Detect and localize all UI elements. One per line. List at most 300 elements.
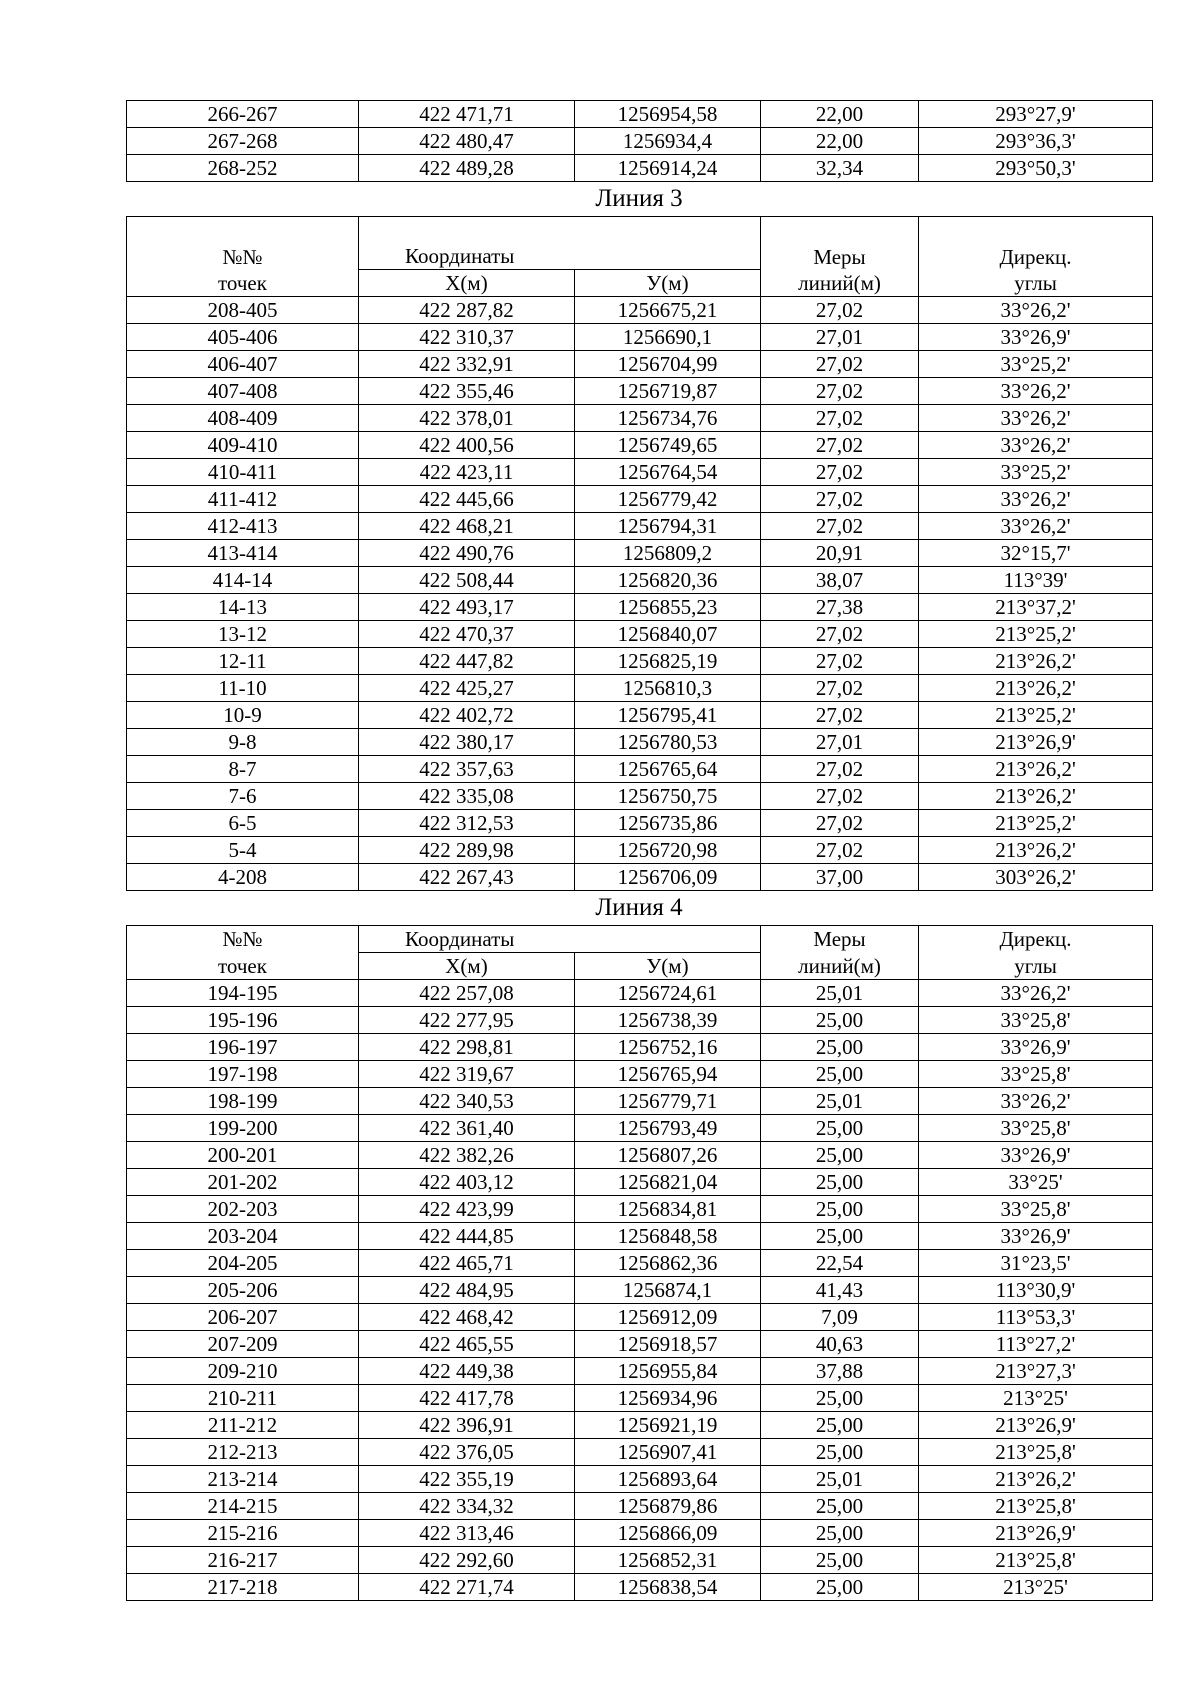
table-row: [127, 405, 1153, 432]
cell-x: 422 361,40: [359, 1115, 575, 1142]
cell-y: 1256852,31: [575, 1547, 761, 1574]
table-row: [127, 1304, 1153, 1331]
cell-x: 422 445,66: [359, 486, 575, 513]
cell-points: 203-204: [127, 1223, 359, 1250]
table-row: [127, 324, 1153, 351]
line3-table-body: [127, 297, 1153, 891]
cell-length: 27,02: [761, 783, 919, 810]
cell-angle: 213°37,2': [919, 594, 1153, 621]
cell-angle: 213°25,2': [919, 702, 1153, 729]
cell-angle: 213°26,2': [919, 756, 1153, 783]
cell-points: 412-413: [127, 513, 359, 540]
cell-x: 422 335,08: [359, 783, 575, 810]
header-x: X(м): [359, 953, 575, 980]
table-row: [127, 432, 1153, 459]
cell-length: 7,09: [761, 1304, 919, 1331]
cell-points: 413-414: [127, 540, 359, 567]
table-row: [127, 459, 1153, 486]
cell-y: 1256820,36: [575, 567, 761, 594]
table-row: [127, 756, 1153, 783]
cell-angle: 32°15,7': [919, 540, 1153, 567]
cell-y: 1256749,65: [575, 432, 761, 459]
cell-points: 208-405: [127, 297, 359, 324]
cell-y: 1256765,64: [575, 756, 761, 783]
table-row: [127, 702, 1153, 729]
cell-y: 1256934,96: [575, 1385, 761, 1412]
header-angle-bottom: углы: [919, 953, 1153, 980]
cell-x: 422 493,17: [359, 594, 575, 621]
cell-y: 1256907,41: [575, 1439, 761, 1466]
cell-points: 9-8: [127, 729, 359, 756]
cell-x: 422 447,82: [359, 648, 575, 675]
cell-length: 27,02: [761, 756, 919, 783]
cell-points: 205-206: [127, 1277, 359, 1304]
cell-angle: 213°25,8': [919, 1547, 1153, 1574]
cell-y: 1256752,16: [575, 1034, 761, 1061]
cell-angle: 33°26,2': [919, 297, 1153, 324]
cell-x: 422 465,55: [359, 1331, 575, 1358]
document-page: [126, 100, 1152, 1601]
header-y: У(м): [575, 270, 761, 297]
cell-y: 1256921,19: [575, 1412, 761, 1439]
table-row: [127, 1385, 1153, 1412]
cell-points: 12-11: [127, 648, 359, 675]
cell-length: 27,02: [761, 810, 919, 837]
cell-y: 1256738,39: [575, 1007, 761, 1034]
cell-angle: 213°25,8': [919, 1493, 1153, 1520]
cell-length: 27,02: [761, 702, 919, 729]
cell-y: 1256934,4: [575, 128, 761, 155]
cell-length: 25,00: [761, 1169, 919, 1196]
table-row: [127, 837, 1153, 864]
cell-length: 27,02: [761, 648, 919, 675]
cell-y: 1256809,2: [575, 540, 761, 567]
cell-angle: 213°25,2': [919, 810, 1153, 837]
header-length-top: Меры: [761, 926, 919, 953]
cell-y: 1256879,86: [575, 1493, 761, 1520]
cell-length: 25,00: [761, 1385, 919, 1412]
cell-points: 8-7: [127, 756, 359, 783]
cell-length: 25,00: [761, 1007, 919, 1034]
cell-length: 25,00: [761, 1196, 919, 1223]
cell-length: 27,02: [761, 378, 919, 405]
cell-length: 27,02: [761, 405, 919, 432]
cell-y: 1256795,41: [575, 702, 761, 729]
cell-angle: 113°27,2': [919, 1331, 1153, 1358]
cell-length: 25,00: [761, 1034, 919, 1061]
cell-points: 200-201: [127, 1142, 359, 1169]
header-angle-top: Дирекц.: [919, 217, 1153, 270]
line4-table-body: [127, 980, 1153, 1601]
cell-angle: 33°25,8': [919, 1007, 1153, 1034]
cell-length: 22,54: [761, 1250, 919, 1277]
table-row: [127, 1034, 1153, 1061]
cell-length: 40,63: [761, 1331, 919, 1358]
cell-points: 213-214: [127, 1466, 359, 1493]
line4-table: [126, 925, 1153, 1601]
cell-y: 1256914,24: [575, 155, 761, 182]
cell-x: 422 257,08: [359, 980, 575, 1007]
cell-points: 14-13: [127, 594, 359, 621]
cell-y: 1256825,19: [575, 648, 761, 675]
cell-x: 422 468,21: [359, 513, 575, 540]
header-coords: Координаты: [359, 926, 761, 953]
cell-y: 1256793,49: [575, 1115, 761, 1142]
cell-x: 422 402,72: [359, 702, 575, 729]
table-row: [127, 567, 1153, 594]
header-y: У(м): [575, 953, 761, 980]
cell-y: 1256862,36: [575, 1250, 761, 1277]
cell-points: 210-211: [127, 1385, 359, 1412]
table-row: [127, 378, 1153, 405]
cell-x: 422 312,53: [359, 810, 575, 837]
cell-angle: 213°25,8': [919, 1439, 1153, 1466]
header-angle-bottom: углы: [919, 270, 1153, 297]
cell-points: 408-409: [127, 405, 359, 432]
cell-y: 1256834,81: [575, 1196, 761, 1223]
cell-angle: 33°26,2': [919, 432, 1153, 459]
cell-angle: 33°25,8': [919, 1196, 1153, 1223]
cell-length: 25,00: [761, 1547, 919, 1574]
cell-x: 422 378,01: [359, 405, 575, 432]
cell-angle: 33°26,2': [919, 486, 1153, 513]
cell-length: 25,00: [761, 1493, 919, 1520]
cell-length: 38,07: [761, 567, 919, 594]
header-x: X(м): [359, 270, 575, 297]
cell-points: 407-408: [127, 378, 359, 405]
cell-points: 267-268: [127, 128, 359, 155]
line3-table: [126, 216, 1153, 891]
cell-y: 1256807,26: [575, 1142, 761, 1169]
cell-x: 422 403,12: [359, 1169, 575, 1196]
cell-angle: 213°25,2': [919, 621, 1153, 648]
cell-angle: 33°25,2': [919, 351, 1153, 378]
cell-length: 27,02: [761, 351, 919, 378]
cell-y: 1256764,54: [575, 459, 761, 486]
cell-angle: 31°23,5': [919, 1250, 1153, 1277]
cell-points: 194-195: [127, 980, 359, 1007]
cell-points: 215-216: [127, 1520, 359, 1547]
table-row: [127, 1331, 1153, 1358]
cell-x: 422 340,53: [359, 1088, 575, 1115]
cell-angle: 213°26,9': [919, 1412, 1153, 1439]
cell-points: 7-6: [127, 783, 359, 810]
table-row: [127, 1196, 1153, 1223]
table-row: [127, 155, 1153, 182]
cell-length: 25,01: [761, 980, 919, 1007]
table-row: [127, 1520, 1153, 1547]
cell-length: 22,00: [761, 128, 919, 155]
table-row: [127, 1061, 1153, 1088]
cell-x: 422 310,37: [359, 324, 575, 351]
cell-points: 5-4: [127, 837, 359, 864]
cell-length: 25,00: [761, 1520, 919, 1547]
header-points-top: №№: [127, 926, 359, 953]
table-row: [127, 621, 1153, 648]
cell-x: 422 357,63: [359, 756, 575, 783]
cell-points: 201-202: [127, 1169, 359, 1196]
cell-points: 198-199: [127, 1088, 359, 1115]
header-length-bottom: линий(м): [761, 953, 919, 980]
cell-y: 1256855,23: [575, 594, 761, 621]
cell-x: 422 423,99: [359, 1196, 575, 1223]
cell-angle: 113°39': [919, 567, 1153, 594]
header-coords: Координаты: [359, 217, 761, 270]
table-row: [127, 540, 1153, 567]
table-row: [127, 648, 1153, 675]
cell-points: 195-196: [127, 1007, 359, 1034]
cell-angle: 33°26,2': [919, 378, 1153, 405]
cell-angle: 213°26,2': [919, 1466, 1153, 1493]
cell-angle: 213°26,2': [919, 783, 1153, 810]
table-row: [127, 513, 1153, 540]
cell-x: 422 480,47: [359, 128, 575, 155]
cell-length: 25,01: [761, 1466, 919, 1493]
cell-points: 211-212: [127, 1412, 359, 1439]
cell-angle: 293°50,3': [919, 155, 1153, 182]
cell-x: 422 425,27: [359, 675, 575, 702]
cell-x: 422 423,11: [359, 459, 575, 486]
cell-length: 27,02: [761, 837, 919, 864]
table-row: [127, 1007, 1153, 1034]
cell-angle: 213°26,9': [919, 1520, 1153, 1547]
cell-angle: 213°26,9': [919, 729, 1153, 756]
cell-x: 422 292,60: [359, 1547, 575, 1574]
cell-angle: 113°53,3': [919, 1304, 1153, 1331]
cell-x: 422 355,46: [359, 378, 575, 405]
cell-x: 422 267,43: [359, 864, 575, 891]
line4-title: Линия 4: [595, 894, 683, 921]
cell-x: 422 484,95: [359, 1277, 575, 1304]
cell-length: 25,00: [761, 1115, 919, 1142]
table-row: [127, 486, 1153, 513]
cell-angle: 33°26,2': [919, 1088, 1153, 1115]
cell-length: 37,00: [761, 864, 919, 891]
cell-x: 422 287,82: [359, 297, 575, 324]
cell-angle: 303°26,2': [919, 864, 1153, 891]
cell-x: 422 470,37: [359, 621, 575, 648]
table-continued-body: [127, 101, 1153, 182]
cell-y: 1256704,99: [575, 351, 761, 378]
table-row: [127, 783, 1153, 810]
cell-points: 209-210: [127, 1358, 359, 1385]
cell-x: 422 465,71: [359, 1250, 575, 1277]
table-row: [127, 675, 1153, 702]
cell-y: 1256765,94: [575, 1061, 761, 1088]
cell-angle: 33°26,2': [919, 405, 1153, 432]
table-row: [127, 1493, 1153, 1520]
cell-x: 422 444,85: [359, 1223, 575, 1250]
table-row: [127, 101, 1153, 128]
cell-points: 266-267: [127, 101, 359, 128]
header-points-bottom: точек: [127, 953, 359, 980]
cell-length: 27,38: [761, 594, 919, 621]
cell-angle: 293°36,3': [919, 128, 1153, 155]
cell-points: 214-215: [127, 1493, 359, 1520]
table-row: [127, 351, 1153, 378]
cell-points: 204-205: [127, 1250, 359, 1277]
cell-x: 422 449,38: [359, 1358, 575, 1385]
cell-y: 1256848,58: [575, 1223, 761, 1250]
cell-length: 25,00: [761, 1223, 919, 1250]
cell-x: 422 298,81: [359, 1034, 575, 1061]
cell-angle: 33°26,9': [919, 1223, 1153, 1250]
cell-y: 1256706,09: [575, 864, 761, 891]
cell-length: 25,00: [761, 1412, 919, 1439]
cell-y: 1256810,3: [575, 675, 761, 702]
cell-y: 1256838,54: [575, 1574, 761, 1601]
cell-angle: 33°26,2': [919, 980, 1153, 1007]
table-row: [127, 1277, 1153, 1304]
cell-length: 25,00: [761, 1061, 919, 1088]
cell-points: 207-209: [127, 1331, 359, 1358]
cell-y: 1256690,1: [575, 324, 761, 351]
cell-points: 196-197: [127, 1034, 359, 1061]
cell-points: 212-213: [127, 1439, 359, 1466]
cell-angle: 213°26,2': [919, 837, 1153, 864]
cell-points: 11-10: [127, 675, 359, 702]
cell-y: 1256734,76: [575, 405, 761, 432]
cell-points: 197-198: [127, 1061, 359, 1088]
cell-y: 1256724,61: [575, 980, 761, 1007]
cell-y: 1256675,21: [575, 297, 761, 324]
table-row: [127, 1439, 1153, 1466]
table-row: [127, 864, 1153, 891]
cell-x: 422 271,74: [359, 1574, 575, 1601]
cell-points: 4-208: [127, 864, 359, 891]
cell-angle: 33°26,2': [919, 513, 1153, 540]
cell-x: 422 277,95: [359, 1007, 575, 1034]
cell-length: 27,01: [761, 729, 919, 756]
cell-length: 41,43: [761, 1277, 919, 1304]
cell-angle: 33°26,9': [919, 1142, 1153, 1169]
table-row: [127, 1547, 1153, 1574]
cell-points: 216-217: [127, 1547, 359, 1574]
table-continued: [126, 100, 1153, 182]
cell-length: 37,88: [761, 1358, 919, 1385]
table-row: [127, 1358, 1153, 1385]
cell-x: 422 468,42: [359, 1304, 575, 1331]
cell-y: 1256840,07: [575, 621, 761, 648]
cell-length: 25,00: [761, 1439, 919, 1466]
header-length-top: Меры: [761, 217, 919, 270]
cell-x: 422 319,67: [359, 1061, 575, 1088]
cell-points: 206-207: [127, 1304, 359, 1331]
cell-x: 422 396,91: [359, 1412, 575, 1439]
cell-y: 1256866,09: [575, 1520, 761, 1547]
cell-angle: 213°25': [919, 1574, 1153, 1601]
table-row: [127, 729, 1153, 756]
table-row: [127, 1250, 1153, 1277]
cell-length: 27,02: [761, 675, 919, 702]
cell-y: 1256719,87: [575, 378, 761, 405]
cell-y: 1256779,71: [575, 1088, 761, 1115]
cell-x: 422 508,44: [359, 567, 575, 594]
cell-x: 422 376,05: [359, 1439, 575, 1466]
cell-y: 1256918,57: [575, 1331, 761, 1358]
cell-angle: 293°27,9': [919, 101, 1153, 128]
cell-angle: 33°25,8': [919, 1061, 1153, 1088]
line3-title: Линия 3: [595, 185, 683, 212]
cell-angle: 213°26,2': [919, 648, 1153, 675]
cell-angle: 213°27,3': [919, 1358, 1153, 1385]
table-row: [127, 1466, 1153, 1493]
cell-points: 10-9: [127, 702, 359, 729]
cell-y: 1256735,86: [575, 810, 761, 837]
cell-x: 422 313,46: [359, 1520, 575, 1547]
table-row: [127, 594, 1153, 621]
cell-points: 405-406: [127, 324, 359, 351]
cell-x: 422 334,32: [359, 1493, 575, 1520]
cell-points: 6-5: [127, 810, 359, 837]
cell-length: 20,91: [761, 540, 919, 567]
table-row: [127, 1169, 1153, 1196]
table-row: [127, 128, 1153, 155]
cell-length: 27,02: [761, 513, 919, 540]
table-row: [127, 980, 1153, 1007]
cell-y: 1256954,58: [575, 101, 761, 128]
cell-angle: 33°25': [919, 1169, 1153, 1196]
cell-angle: 33°25,2': [919, 459, 1153, 486]
cell-length: 27,02: [761, 486, 919, 513]
cell-points: 411-412: [127, 486, 359, 513]
cell-angle: 33°26,9': [919, 1034, 1153, 1061]
cell-length: 27,02: [761, 297, 919, 324]
cell-angle: 213°26,2': [919, 675, 1153, 702]
table-row: [127, 1223, 1153, 1250]
cell-x: 422 490,76: [359, 540, 575, 567]
cell-points: 410-411: [127, 459, 359, 486]
header-length-bottom: линий(м): [761, 270, 919, 297]
cell-points: 217-218: [127, 1574, 359, 1601]
cell-y: 1256720,98: [575, 837, 761, 864]
cell-x: 422 289,98: [359, 837, 575, 864]
cell-length: 27,02: [761, 459, 919, 486]
header-points-top: №№: [127, 217, 359, 270]
cell-angle: 113°30,9': [919, 1277, 1153, 1304]
cell-angle: 213°25': [919, 1385, 1153, 1412]
cell-length: 25,01: [761, 1088, 919, 1115]
header-points-bottom: точек: [127, 270, 359, 297]
cell-length: 22,00: [761, 101, 919, 128]
cell-y: 1256780,53: [575, 729, 761, 756]
cell-x: 422 355,19: [359, 1466, 575, 1493]
cell-y: 1256893,64: [575, 1466, 761, 1493]
cell-length: 27,02: [761, 432, 919, 459]
table-row: [127, 297, 1153, 324]
cell-x: 422 382,26: [359, 1142, 575, 1169]
table-row: [127, 1574, 1153, 1601]
cell-length: 27,01: [761, 324, 919, 351]
table-row: [127, 1142, 1153, 1169]
cell-y: 1256912,09: [575, 1304, 761, 1331]
cell-y: 1256821,04: [575, 1169, 761, 1196]
cell-length: 25,00: [761, 1574, 919, 1601]
cell-x: 422 332,91: [359, 351, 575, 378]
cell-points: 268-252: [127, 155, 359, 182]
cell-points: 13-12: [127, 621, 359, 648]
header-angle-top: Дирекц.: [919, 926, 1153, 953]
cell-angle: 33°25,8': [919, 1115, 1153, 1142]
cell-points: 202-203: [127, 1196, 359, 1223]
cell-x: 422 489,28: [359, 155, 575, 182]
cell-points: 199-200: [127, 1115, 359, 1142]
cell-points: 409-410: [127, 432, 359, 459]
cell-x: 422 400,56: [359, 432, 575, 459]
cell-length: 27,02: [761, 621, 919, 648]
cell-y: 1256779,42: [575, 486, 761, 513]
cell-y: 1256794,31: [575, 513, 761, 540]
